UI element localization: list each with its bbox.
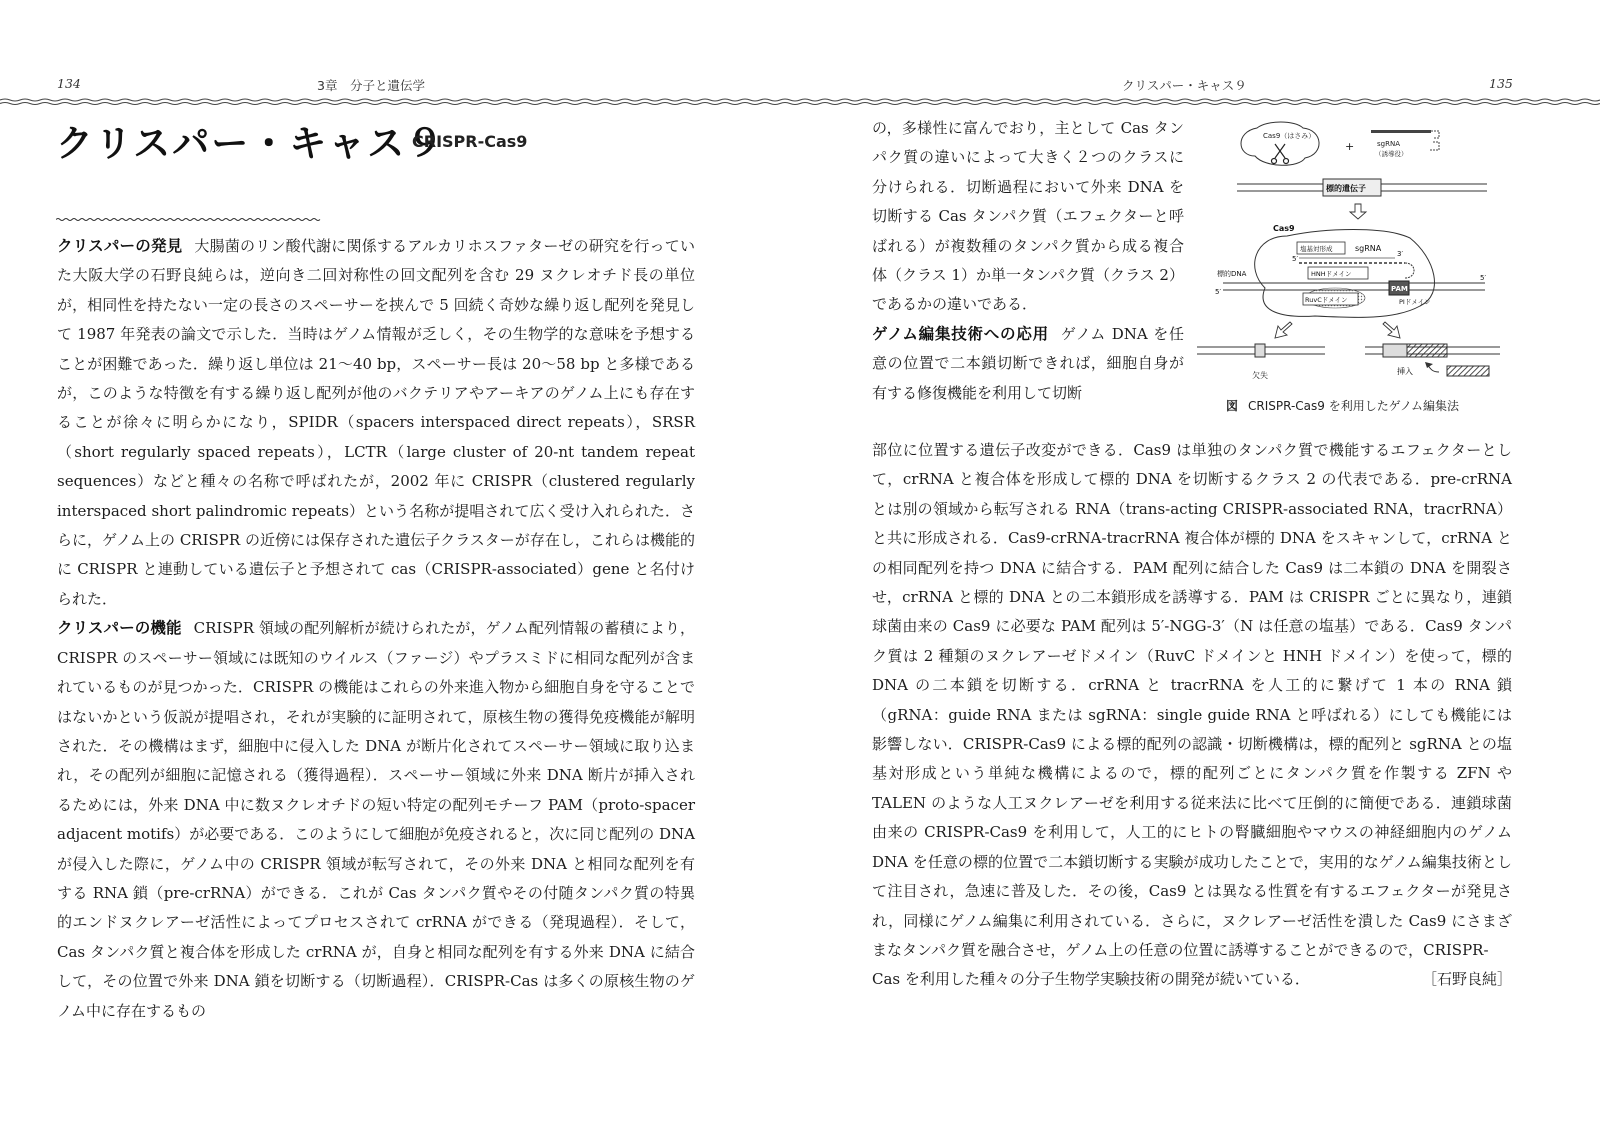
text-application-main: 部位に位置する遺伝子改変ができる．Cas9 は単独のタンパク質で機能するエフェクターとして，crRNA と複合体を形成して標的 DNA を切断するクラス 2 の代表である．pre-crRNA とは別の領域から転写される RNA（trans-acting CRISPR-associated RNA，tracrRNA）と共に形成される．Cas9-crRNA-tracrRNA 複合体が標的 DNA をスキャンして，crRNA との相同配列を持つ DNA に結合する．PAM 配列に結合した Cas9 は二本鎖の DNA を開裂させ，crRNA と標的 DNA との二本鎖形成を誘導する．PAM は CRISPR ごとに異なり，連鎖球菌由来の Cas9 に必要な PAM 配列は 5′-NGG-3′（N は任意の塩基）である．Cas9 タンパク質は 2 種類のヌクレアーゼドメイン（RuvC ドメインと HNH ドメイン）を使って，標的 DNA の二本鎖を切断する．crRNA と tracrRNA を人工的に繋げて 1 本の RNA 鎖（gRNA：guide RNA または sgRNA：single guide RNA と呼ばれる）にしても機能には影響しない．CRISPR-Cas9 による標的配列の認識・切断機構は，標的配列と sgRNA との塩基対形成という単純な機構によるので，標的配列ごとにタンパク質を作製する ZFN や TALEN のような人工ヌクレアーゼを利用する従来法に比べて圧倒的に簡便である．連鎖球菌由来の CRISPR-Cas9 を利用して，人工的にヒトの腎臓細胞やマウスの神経細胞内のゲノム DNA を任意の標的位置で二本鎖切断する実験が成功したことで，実用的なゲノム編集技術として注目され，急速に普及した．その後，Cas9 とは異なる性質を有するエフェクターが発見され，同様にゲノム編集に利用されている．さらに，ヌクレアーゼ活性を潰した Cas9 にさまざまなタンパク質を融合させ，ゲノム上の任意の位置に誘導することができるので，CRISPR- — [872, 441, 1512, 959]
diagram-svg — [1195, 118, 1525, 398]
text-application-last: Cas を利用した種々の分子生物学実験技術の開発が続いている． — [872, 970, 1310, 989]
running-title: クリスパー・キャス９ — [1122, 78, 1247, 93]
heading-function: クリスパーの機能 — [57, 619, 182, 638]
chapter-header: 3章 分子と遺伝学 — [317, 78, 425, 93]
label-sgrna: sgRNA — [1377, 140, 1400, 148]
label-three-prime: 3′ — [1397, 250, 1404, 258]
label-deletion: 欠失 — [1252, 371, 1268, 380]
right-column-main — [872, 436, 1512, 995]
figure-crispr-diagram — [1195, 118, 1525, 418]
paragraph-function — [57, 614, 695, 1026]
article-subtitle: CRISPR-Cas9 — [412, 132, 528, 151]
figure-caption — [1226, 397, 1459, 414]
label-sgrna-role: （誘導役） — [1375, 150, 1408, 158]
left-column — [57, 232, 695, 1026]
label-five-prime-inner: 5′ — [1292, 255, 1299, 263]
heading-application: ゲノム編集技術への応用 — [872, 324, 1049, 343]
label-hnh: HNHドメイン — [1311, 270, 1352, 278]
label-pam: PAM — [1391, 285, 1408, 293]
text-function: CRISPR 領域の配列解析が続けられたが，ゲノム配列情報の蓄積により，CRISPR のスペーサー領域には既知のウイルス（ファージ）やプラスミドに相同な配列が含まれているものが見つかった．CRISPR の機能はこれらの外来進入物から細胞自身を守ることではないかという仮説が提唱され，それが実験的に証明されて，原核生物の獲得免疫機能が解明された．その機構はまず，細胞中に侵入した DNA が断片化されてスペーサー領域に取り込まれ，その配列が細胞に記憶される（獲得過程）．スペーサー領域に外来 DNA 断片が挿入されるためには，外来 DNA 中に数ヌクレオチドの短い特定の配列モチーフ PAM（proto-spacer adjacent motifs）が必要である．このようにして細胞が免疫されると，次に同じ配列の DNA が侵入した際に，ゲノム中の CRISPR 領域が転写されて，その外来 DNA と相同な配列を有する RNA 鎖（pre-crRNA）ができる．これが Cas タンパク質やその付随タンパク質の特異的エンドヌクレアーゼ活性によってプロセスされて crRNA ができる（発現過程）．そして，Cas タンパク質と複合体を形成した crRNA が，自身と相同な配列を有する外来 DNA に結合して，その位置で外来 DNA 鎖を切断する（切断過程）．CRISPR-Cas は多くの原核生物のゲノム中に存在するもの — [57, 619, 695, 1020]
author-credit: ［石野良純］ — [1421, 970, 1512, 989]
figure-caption-label: 図 — [1226, 399, 1239, 413]
sgrna-strand — [1371, 130, 1431, 133]
label-base-pairing: 塩基対形成 — [1300, 245, 1333, 253]
label-target-dna: 標的DNA — [1217, 270, 1247, 278]
arrow-deletion-icon — [1275, 322, 1292, 338]
heading-discovery: クリスパーの発見 — [57, 237, 183, 255]
label-cas9-scissors: Cas9（はさみ） — [1263, 132, 1316, 140]
label-cas9: Cas9 — [1273, 224, 1295, 233]
header-wavy-rule — [0, 98, 1600, 106]
text-discovery: 大腸菌のリン酸代謝に関係するアルカリホスファターゼの研究を行っていた大阪大学の石野良純らは，逆向き二回対称性の回文配列を含む 29 ヌクレオチド長の単位が，相同性を持たない一定の長さのスペーサーを挟んで 5 回続く奇妙な繰り返し配列を発見して 1987 年発表の論文で示した．当時はゲノム情報が乏しく，その生物学的な意味を予想することが困難であった．繰り返し単位は 21〜40 bp，スペーサー長は 20〜58 bp と多様であるが，このような特徴を有する繰り返し配列が他のバクテリアやアーキアのゲノム上にも存在することが徐々に明らかになり，SPIDR（spacers interspaced direct repeats），SRSR（short regularly spaced repeats），LCTR（large cluster of 20-nt tandem repeat sequences）などと種々の名称で呼ばれたが，2002 年に CRISPR（clustered regularly interspaced short palindromic repeats）という名称が提唱されて広く受け入れられた．さらに，ゲノム上の CRISPR の近傍には保存された遺伝子クラスターが存在し，これらは機能的に CRISPR と連動している遺伝子と予想されて cas（CRISPR-associated）gene と名付けられた． — [57, 237, 695, 608]
label-pi-domain: PIドメイン — [1399, 298, 1431, 306]
inserted-fragment — [1447, 366, 1489, 376]
author-line — [872, 965, 1512, 994]
paragraph-application-start — [872, 320, 1184, 408]
down-arrow-icon — [1350, 204, 1366, 219]
right-column-top — [872, 114, 1184, 408]
arrow-insertion-icon — [1383, 322, 1400, 338]
label-insertion: 挿入 — [1397, 367, 1413, 376]
page-number-right: 135 — [1489, 76, 1513, 91]
label-target-gene: 標的遺伝子 — [1326, 184, 1366, 193]
label-sgrna-inner: sgRNA — [1355, 244, 1382, 253]
title-decorative-rule — [56, 217, 321, 222]
label-plus: + — [1345, 140, 1355, 153]
label-ruvc: RuvCドメイン — [1305, 296, 1348, 304]
page-number-left: 134 — [57, 76, 81, 91]
article-title: クリスパー・キャス９ — [56, 122, 446, 165]
figure-caption-text: CRISPR-Cas9 を利用したゲノム編集法 — [1248, 399, 1460, 413]
label-five-prime-right: 5′ — [1480, 274, 1487, 282]
label-five-prime-left: 5′ — [1215, 288, 1222, 296]
text-application-top: ゲノム DNA を任意の位置で二本鎖切断できれば，細胞自身が有する修復機能を利用して切断 — [872, 324, 1184, 402]
paragraph-continuation: の，多様性に富んでおり，主として Cas タンパク質の違いによって大きく２つのクラスに分けられる．切断過程において外来 DNA を切断する Cas タンパク質（エフェクターと呼ばれる）が複数種のタンパク質から成る複合体（クラス 1）か単一タンパク質（クラス 2）であるかの違いである． — [872, 119, 1184, 314]
paragraph-discovery — [57, 232, 695, 614]
